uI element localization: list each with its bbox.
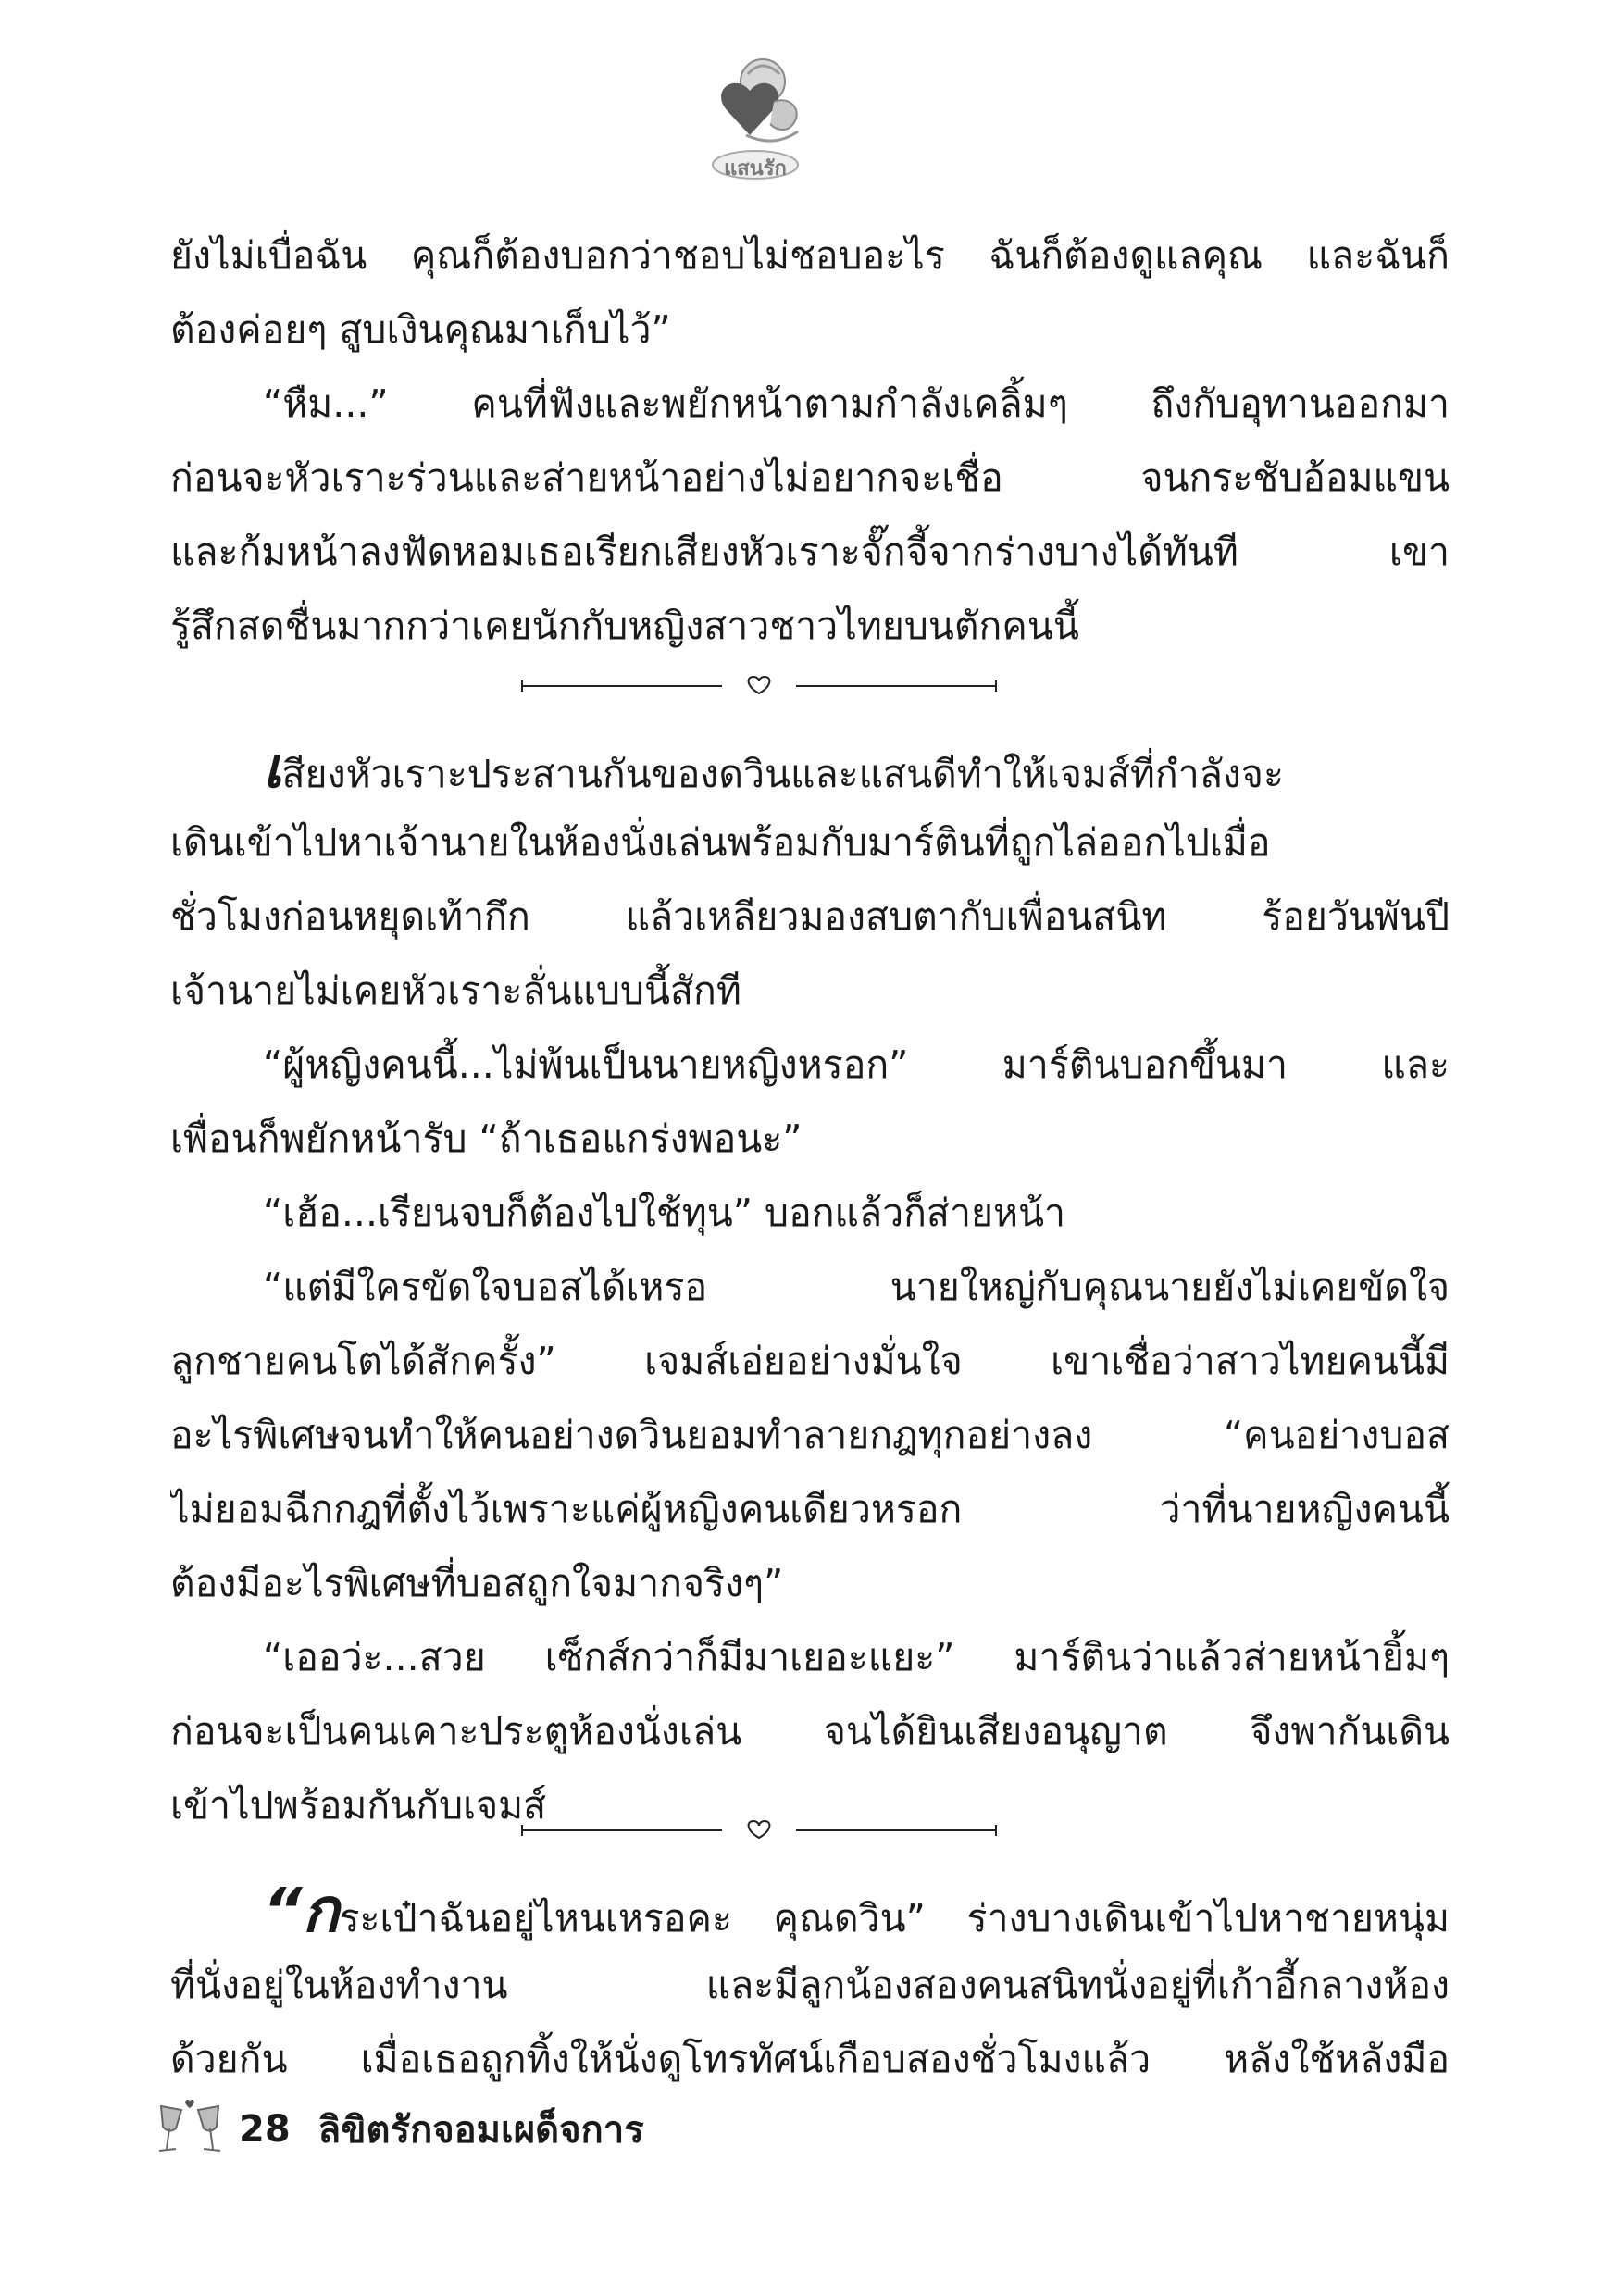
section-2 <box>170 731 1450 1842</box>
text-line: ไม่ยอมฉีกกฎที่ตั้งไว้เพราะแค่ผู้หญิงคนเดียวหรอก ว่าที่นายหญิงคนนี้ <box>170 1487 1450 1531</box>
section-3 <box>170 1874 1450 2096</box>
page-number: 28 <box>239 2108 291 2151</box>
book-title: ลิขิตรักจอมเผด็จการ <box>317 2109 644 2152</box>
text-line: ต้องมีอะไรพิเศษที่บอสถูกใจมากจริงๆ” <box>170 1561 784 1605</box>
section-1 <box>170 218 1450 663</box>
drop-cap: เ <box>263 736 282 801</box>
first-line-text: ระเป๋าฉันอยู่ไหนเหรอคะ คุณดวิน” ร่างบางเดินเข้าไปหาชายหนุ่ม <box>339 1896 1450 1940</box>
text-line: รู้สึกสดชื่นมากกว่าเคยนักกับหญิงสาวชาวไทยบนตักคนนี้ <box>170 604 1079 648</box>
text-line: ยังไม่เบื่อฉัน คุณก็ต้องบอกว่าชอบไม่ชอบอะไร ฉันก็ต้องดูแลคุณ และฉันก็ <box>170 233 1450 278</box>
logo-text: แสนรัก <box>724 157 787 181</box>
section-divider <box>518 672 1000 700</box>
text-line <box>170 731 1450 805</box>
text-line: ก่อนจะหัวเราะร่วนและส่ายหน้าอย่างไม่อยากจะเชื่อ จนกระชับอ้อมแขน <box>170 455 1450 500</box>
drop-cap: “ก <box>263 1875 340 1946</box>
publisher-logo <box>691 46 820 185</box>
first-line-text: สียงหัวเราะประสานกันของดวินและแสนดีทำให้เจมส์ที่กำลังจะ <box>281 752 1284 796</box>
text-line: “เฮ้อ...เรียนจบก็ต้องไปใช้ทุน” บอกแล้วก็ส่ายหน้า <box>263 1191 1066 1235</box>
text-line <box>170 1874 1450 1948</box>
text-line: เข้าไปพร้อมกันกับเจมส์ <box>170 1783 547 1828</box>
text-line: “แต่มีใครขัดใจบอสได้เหรอ นายใหญ่กับคุณนายยังไม่เคยขัดใจ <box>263 1265 1450 1309</box>
text-line: ลูกชายคนโตได้สักครั้ง” เจมส์เอ่ยอย่างมั่นใจ เขาเชื่อว่าสาวไทยคนนี้มี <box>170 1339 1450 1383</box>
text-line: ต้องค่อยๆ สูบเงินคุณมาเก็บไว้” <box>170 307 671 352</box>
text-line: “เออว่ะ...สวย เซ็กส์กว่าก็มีมาเยอะแยะ” มาร์ตินว่าแล้วส่ายหน้ายิ้มๆ <box>263 1635 1450 1679</box>
heart-ornament-icon <box>749 677 770 693</box>
text-line: เดินเข้าไปหาเจ้านายในห้องนั่งเล่นพร้อมกับมาร์ตินที่ถูกไล่ออกไปเมื่อ <box>170 820 1271 865</box>
text-line: ก่อนจะเป็นคนเคาะประตูห้องนั่งเล่น จนได้ยินเสียงอนุญาต จึงพากันเดิน <box>170 1709 1450 1753</box>
text-line: อะไรพิเศษจนทำให้คนอย่างดวินยอมทำลายกฎทุกอย่างลง “คนอย่างบอส <box>170 1413 1450 1457</box>
heart-ornament-icon <box>749 1821 770 1838</box>
text-line: เจ้านายไม่เคยหัวเราะลั่นแบบนี้สักที <box>170 968 741 1013</box>
section-divider <box>518 1816 1000 1844</box>
text-line: เพื่อนก็พยักหน้ารับ “ถ้าเธอแกร่งพอนะ” <box>170 1117 803 1161</box>
text-line: “ผู้หญิงคนนี้...ไม่พ้นเป็นนายหญิงหรอก” มาร์ตินบอกขึ้นมา และ <box>263 1042 1450 1087</box>
page-footer <box>148 2092 644 2166</box>
wine-glasses-icon <box>148 2097 231 2162</box>
text-line: ที่นั่งอยู่ในห้องทำงาน และมีลูกน้องสองคนสนิทนั่งอยู่ที่เก้าอี้กลางห้อง <box>170 1963 1450 2007</box>
text-line: ชั่วโมงก่อนหยุดเท้ากึก แล้วเหลียวมองสบตากับเพื่อนสนิท ร้อยวันพันปี <box>170 894 1450 939</box>
text-line: และก้มหน้าลงฟัดหอมเธอเรียกเสียงหัวเราะจั๊กจี้จากร่างบางได้ทันที เขา <box>170 530 1450 574</box>
text-line: “หืม...” คนที่ฟังและพยักหน้าตามกำลังเคลิ้มๆ ถึงกับอุทานออกมา <box>263 381 1450 426</box>
text-line: ด้วยกัน เมื่อเธอถูกทิ้งให้นั่งดูโทรทัศน์เกือบสองชั่วโมงแล้ว หลังใช้หลังมือ <box>170 2037 1450 2081</box>
